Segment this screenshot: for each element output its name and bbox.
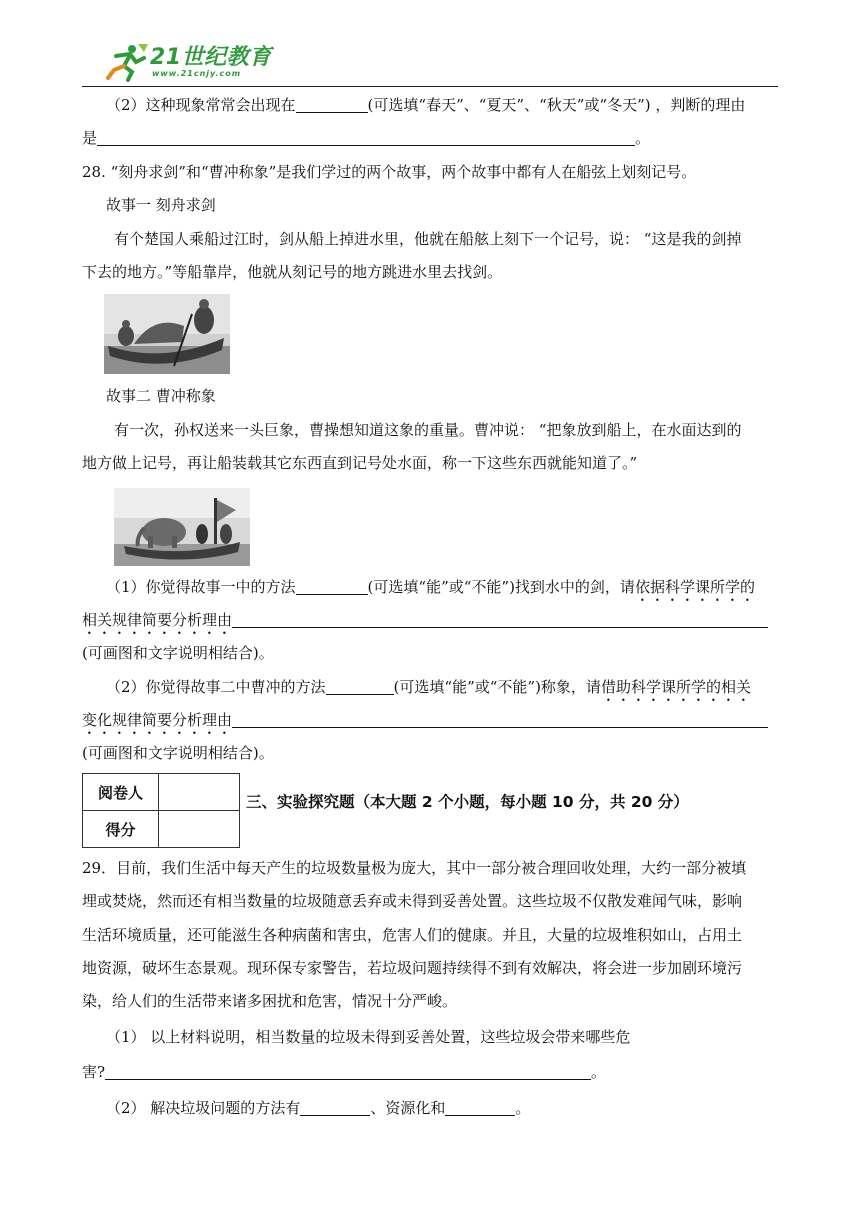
q28-part1-text-b: (可选填“能”或“不能”)找到水中的剑，请 bbox=[367, 578, 635, 596]
q28-part2-choice-blank[interactable] bbox=[326, 678, 394, 695]
runner-logo-icon bbox=[102, 42, 150, 82]
q29-part1-line2 bbox=[82, 1062, 606, 1082]
score-cell[interactable] bbox=[159, 811, 240, 848]
q27-part2-line2 bbox=[82, 128, 650, 148]
q29-line3: 生活环境质量，还可能滋生各种病菌和害虫，危害人们的健康。并且，大量的垃圾堆积如山，占用土 bbox=[82, 926, 743, 944]
q28-part1-emphasis-1: 依据科学课所学的 bbox=[634, 578, 755, 596]
q29-part1-end: 。 bbox=[591, 1063, 607, 1081]
q27-part2-text-c: 是 bbox=[82, 129, 98, 147]
q28-part1-end: (可画图和文字说明相结合)。 bbox=[82, 644, 274, 662]
q28-part1-emphasis-2: 相关规律简要分析理由 bbox=[82, 611, 233, 629]
section-3-heading: 三、实验探究题（本大题 2 个小题，每小题 10 分，共 20 分） bbox=[246, 793, 689, 811]
q28-part1-reason-blank[interactable] bbox=[232, 611, 768, 628]
q28-part2-text-a: （2）你觉得故事二中曹冲的方法 bbox=[106, 678, 326, 696]
story1-title: 故事一 刻舟求剑 bbox=[106, 196, 216, 214]
q29-line4: 地资源，破坏生态景观。现环保专家警告，若垃圾问题持续得不到有效解决，将会进一步加剧环境污 bbox=[82, 959, 743, 977]
q28-part1-line2 bbox=[82, 610, 768, 638]
q27-part2-line1 bbox=[106, 95, 745, 115]
q29-method1-blank[interactable] bbox=[300, 1099, 370, 1116]
q27-reason-blank[interactable] bbox=[97, 129, 635, 146]
q28-part1-choice-blank[interactable] bbox=[296, 578, 368, 595]
q29-harm-blank[interactable] bbox=[105, 1063, 591, 1080]
q28-part2-text-b: (可选填“能”或“不能”)称象，请 bbox=[393, 678, 601, 696]
q29-line5: 染，给人们的生活带来诸多困扰和危害，情况十分严峻。 bbox=[82, 992, 458, 1010]
q29-method2-blank[interactable] bbox=[445, 1099, 515, 1116]
q28-part2-line1 bbox=[106, 677, 751, 705]
q28-part1-text-a: （1）你觉得故事一中的方法 bbox=[106, 578, 296, 596]
q29-line1: 29．目前，我们生活中每天产生的垃圾数量极为庞大，其中一部分被合理回收处理，大约一部分被填 bbox=[82, 859, 747, 877]
q28-part1-line1 bbox=[106, 577, 755, 605]
q28-part2-reason-blank[interactable] bbox=[232, 711, 768, 728]
q28-intro: 28. “刻舟求剑”和“曹冲称象”是我们学过的两个故事，两个故事中都有人在船弦上划刻记号。 bbox=[82, 163, 697, 181]
score-label: 得分 bbox=[83, 811, 159, 848]
story2-line1: 有一次，孙权送来一头巨象，曹操想知道这象的重量。曹冲说： “把象放到船上，在水面达到的 bbox=[114, 421, 742, 439]
q28-part2-end: (可画图和文字说明相结合)。 bbox=[82, 744, 274, 762]
logo-title: 21世纪教育 bbox=[150, 45, 272, 70]
q27-part2-text-a: （2）这种现象常常会出现在 bbox=[106, 96, 296, 114]
q29-line2: 埋或焚烧，然而还有相当数量的垃圾随意丢弃或未得到妥善处置。这些垃圾不仅散发难闻气味，影响 bbox=[82, 892, 743, 910]
q29-part2-end: 。 bbox=[515, 1099, 531, 1117]
q29-part1-text-b: 害? bbox=[82, 1063, 106, 1081]
page-header bbox=[82, 40, 778, 87]
story1-line2: 下去的地方。”等船靠岸，他就从刻记号的地方跳进水里去找剑。 bbox=[82, 263, 503, 281]
score-table bbox=[82, 773, 240, 848]
q29-part2-line bbox=[106, 1098, 530, 1118]
story2-line2: 地方做上记号，再让船装载其它东西直到记号处水面，称一下这些东西就能知道了。” bbox=[82, 454, 638, 472]
story1-illustration bbox=[104, 294, 230, 374]
logo-url: www.21cnjy.com bbox=[152, 69, 242, 78]
q29-part2-text-b: 、资源化和 bbox=[370, 1099, 446, 1117]
q27-season-blank[interactable] bbox=[296, 96, 368, 113]
q28-part2-emphasis-1: 借助科学课所学的相关 bbox=[600, 678, 751, 696]
q29-part1-line1: （1） 以上材料说明，相当数量的垃圾未得到妥善处置，这些垃圾会带来哪些危 bbox=[106, 1028, 631, 1046]
q28-part2-line2 bbox=[82, 710, 768, 738]
story2-title: 故事二 曹冲称象 bbox=[106, 387, 216, 405]
q28-part2-emphasis-2: 变化规律简要分析理由 bbox=[82, 711, 233, 729]
story1-line1: 有个楚国人乘船过江时，剑从船上掉进水里，他就在船舷上刻下一个记号，说： “这是我的剑掉 bbox=[114, 230, 742, 248]
story2-illustration bbox=[114, 488, 250, 566]
q29-part2-text-a: （2） 解决垃圾问题的方法有 bbox=[106, 1099, 301, 1117]
q27-part2-end: 。 bbox=[635, 129, 651, 147]
logo bbox=[102, 42, 292, 82]
reviewer-label: 阅卷人 bbox=[83, 774, 159, 811]
q27-part2-text-b: (可选填“春天”、“夏天”、“秋天”或“冬天”) ，判断的理由 bbox=[367, 96, 746, 114]
reviewer-cell[interactable] bbox=[159, 774, 240, 811]
